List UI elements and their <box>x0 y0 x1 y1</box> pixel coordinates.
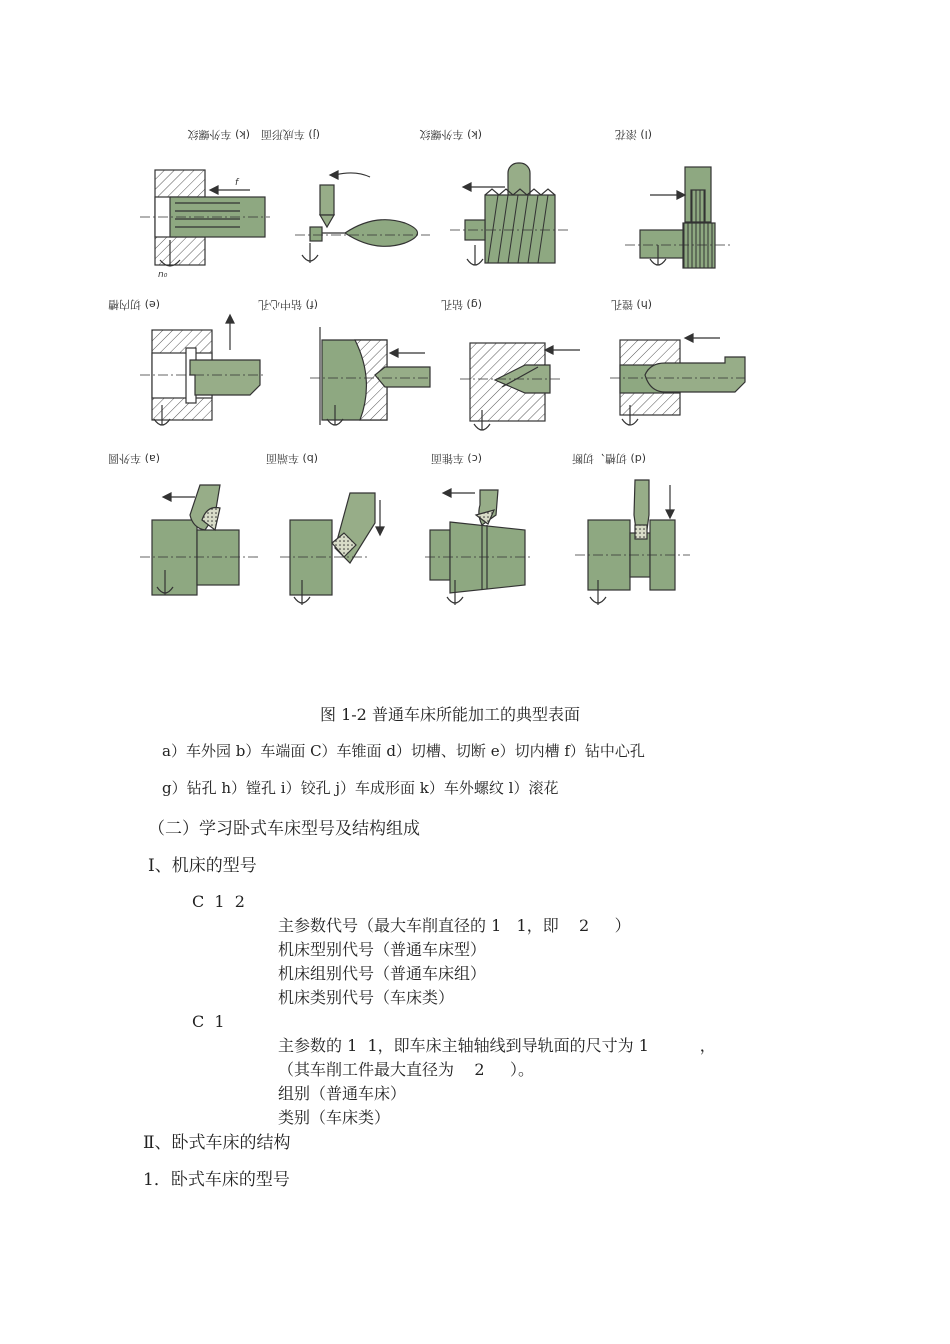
figure-legend-line1: a）车外园 b）车端面 C）车锥面 d）切槽、切断 e）切内槽 f）钻中心孔 <box>162 742 645 760</box>
panel-turning <box>140 485 260 595</box>
sub1-heading: Ⅰ、机床的型号 <box>148 856 257 876</box>
model2-line: 组别（普通车床） <box>278 1084 407 1103</box>
model1-line: 机床类别代号（车床类） <box>278 988 455 1007</box>
panel-forming <box>295 171 430 263</box>
figure-legend-line2: g）钻孔 h）镗孔 i）铰孔 j）车成形面 k）车外螺纹 l）滚花 <box>162 779 559 797</box>
panel-boring <box>610 334 745 425</box>
panel-label-c: (c) 车锥面 <box>430 452 482 465</box>
panel-threading <box>450 163 570 265</box>
feed-symbol: f <box>235 178 239 188</box>
panel-label-k: (k) 车外螺纹 <box>187 128 250 141</box>
panel-label-j: (j) 车成形面 <box>260 128 320 141</box>
panel-grooving <box>575 480 690 605</box>
panel-center-drill <box>310 327 430 425</box>
panel-label-g: (g) 钻孔 <box>440 298 482 311</box>
panel-label-l: (l) 滚花 <box>614 128 652 141</box>
model2-code: C 1 <box>192 1012 225 1031</box>
panel-label-b: (b) 车端面 <box>265 452 318 465</box>
panel-label-k2: (k) 车外螺纹 <box>419 128 482 141</box>
model1-code: C 1 2 <box>192 892 245 911</box>
panel-internal-groove <box>140 315 265 425</box>
panel-reaming <box>140 170 270 266</box>
panel-knurling <box>625 167 730 268</box>
model1-line: 主参数代号（最大车削直径的 1 1，即 2 ） <box>278 916 631 935</box>
item1-heading: 1．卧式车床的型号 <box>143 1170 290 1190</box>
panel-taper <box>425 489 530 605</box>
figure-drawing <box>108 128 750 625</box>
panel-label-h: (h) 镗孔 <box>610 298 652 311</box>
panel-facing <box>280 493 384 605</box>
model1-line: 机床型别代号（普通车床型） <box>278 940 487 959</box>
model2-line: 类别（车床类） <box>278 1108 391 1127</box>
figure-1-2 <box>108 128 750 625</box>
model2-line: 主参数的 1 1，即车床主轴轴线到导轨面的尺寸为 1 ， <box>278 1036 716 1055</box>
panel-label-f: (f) 钻中心孔 <box>258 298 318 311</box>
section-heading: （二）学习卧式车床型号及结构组成 <box>148 819 420 839</box>
panel-drilling <box>460 343 580 430</box>
figure-caption: 图 1-2 普通车床所能加工的典型表面 <box>320 705 580 724</box>
model1-line: 机床组别代号（普通车床组） <box>278 964 487 983</box>
panel-label-a: (a) 车外圆 <box>108 452 160 465</box>
panel-label-d: (d) 切槽、切断 <box>571 452 646 465</box>
speed-symbol: n₀ <box>158 270 168 280</box>
sub2-heading: Ⅱ、卧式车床的结构 <box>143 1133 291 1153</box>
panel-label-e: (e) 切内槽 <box>108 298 160 311</box>
model2-line: （其车削工件最大直径为 2 ）。 <box>278 1060 534 1079</box>
